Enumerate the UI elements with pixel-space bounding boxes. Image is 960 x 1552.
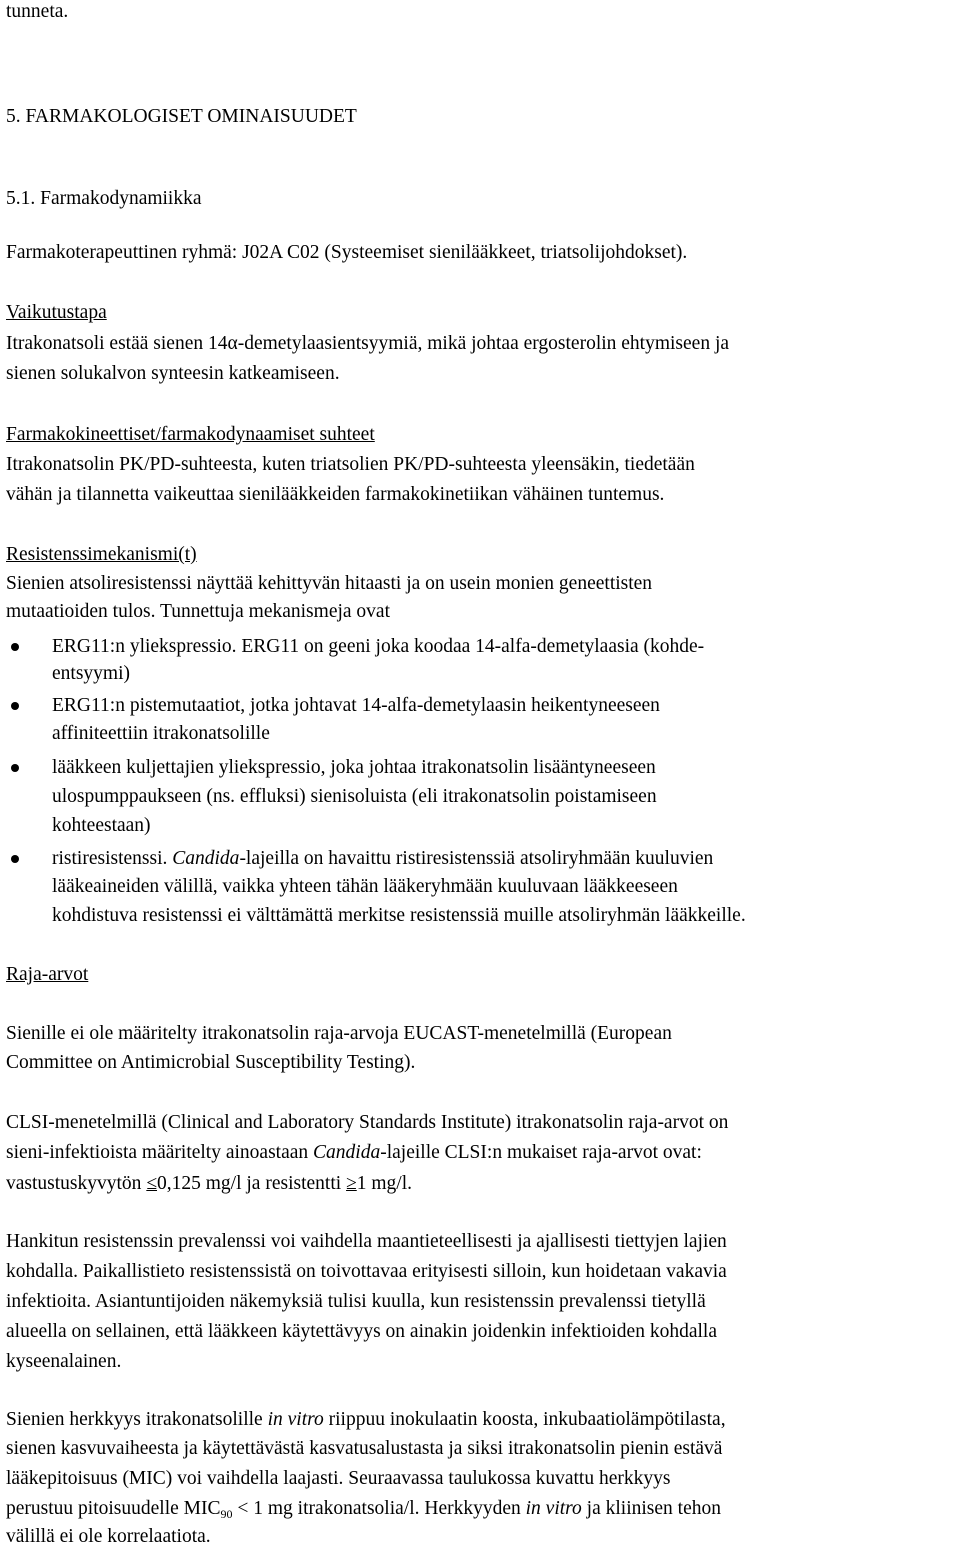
prevalence-line: infektioita. Asiantuntijoiden näkemyksiä tulisi kuulla, kun resistenssin prevalenssi tietyllä: [6, 1291, 706, 1312]
mechanism-title: Vaikutustapa: [6, 302, 107, 323]
breakpoints-p1-line-1: Sienille ei ole määritelty itrakonatsolin raja-arvoja EUCAST-menetelmillä (European: [6, 1023, 672, 1044]
pkpd-line-2: vähän ja tilannetta vaikeuttaa sienilääkkeiden farmakokinetiikan vähäinen tuntemus.: [6, 484, 665, 505]
susceptibility-line-1: Sienien herkkyys itrakonatsolille in vitro riippuu inokulaatin koosta, inkubaatiolämpötilasta,: [6, 1409, 726, 1430]
mechanism-line-1: Itrakonatsoli estää sienen 14α-demetylaasientsyymiä, mikä johtaa ergosterolin ehtymiseen ja: [6, 333, 730, 354]
bullet-icon: [11, 855, 19, 863]
bullet-icon: [11, 643, 19, 651]
susceptibility-line-2: sienen kasvuvaiheesta ja käytettävästä kasvatusalustasta ja siksi itrakonatsolin pienin estävä: [6, 1438, 723, 1459]
prevalence-line: alueella on sellainen, että lääkkeen käytettävyys on ainakin joidenkin infektioiden kohdalla: [6, 1321, 717, 1342]
therapeutic-group: Farmakoterapeuttinen ryhmä: J02A C02 (Systeemiset sienilääkkeet, triatsolijohdokset).: [6, 242, 688, 263]
prevalence-line: kyseenalainen.: [6, 1351, 122, 1372]
mechanism-line-2: sienen solukalvon synteesin katkeamiseen.: [6, 363, 340, 384]
resistance-line-1: Sienien atsoliresistenssi näyttää kehittyvän hitaasti ja on usein monien geneettisten: [6, 573, 653, 594]
susceptibility-line-3: lääkepitoisuus (MIC) voi vaihdella laajasti. Seuraavassa taulukossa kuvattu herkkyys: [6, 1468, 671, 1489]
breakpoints-p2-line-2: sieni-infektioista määritelty ainoastaan Candida-lajeille CLSI:n mukaiset raja-arvot ovat:: [6, 1142, 702, 1163]
pkpd-title: Farmakokineettiset/farmakodynaamiset suhteet: [6, 424, 375, 445]
section-subheading: 5.1. Farmakodynamiikka: [6, 188, 202, 209]
resistance-line-2: mutaatioiden tulos. Tunnettuja mekanismeja ovat: [6, 601, 390, 622]
pkpd-line-1: Itrakonatsolin PK/PD-suhteesta, kuten triatsolien PK/PD-suhteesta yleensäkin, tiedetään: [6, 454, 695, 475]
section-heading: 5. FARMAKOLOGISET OMINAISUUDET: [6, 106, 357, 127]
breakpoints-p2-line-3: vastustuskyvytön ≤0,125 mg/l ja resistentti ≥1 mg/l.: [6, 1173, 413, 1194]
alpha-symbol: α: [227, 333, 238, 354]
breakpoints-p2-line-1: CLSI-menetelmillä (Clinical and Laboratory Standards Institute) itrakonatsolin raja-arvot on: [6, 1112, 729, 1133]
susceptibility-line-5: välillä ei ole korrelaatiota.: [6, 1526, 211, 1547]
resistance-title: Resistenssimekanismi(t): [6, 544, 197, 565]
prevalence-line: kohdalla. Paikallistieto resistenssistä on toivottavaa erityisesti silloin, kun hoidetaan vakavia: [6, 1261, 727, 1282]
breakpoints-title: Raja-arvot: [6, 964, 89, 985]
susceptibility-line-4: perustuu pitoisuudelle $MIC_{90} < 1$ mg itrakonatsolia/l. Herkkyyden in vitro ja kliinisen tehon: [6, 1498, 721, 1521]
top-fragment: tunneta.: [6, 1, 69, 22]
bullet-icon: [11, 702, 19, 710]
less-or-equal-symbol: ≤: [146, 1173, 158, 1194]
greater-or-equal-symbol: ≥: [346, 1173, 357, 1194]
bullet-icon: [11, 764, 19, 772]
breakpoints-p1-line-2: Committee on Antimicrobial Susceptibility Testing).: [6, 1052, 416, 1073]
prevalence-line: Hankitun resistenssin prevalenssi voi vaihdella maantieteellisesti ja ajallisesti tiettyjen lajien: [6, 1231, 727, 1252]
